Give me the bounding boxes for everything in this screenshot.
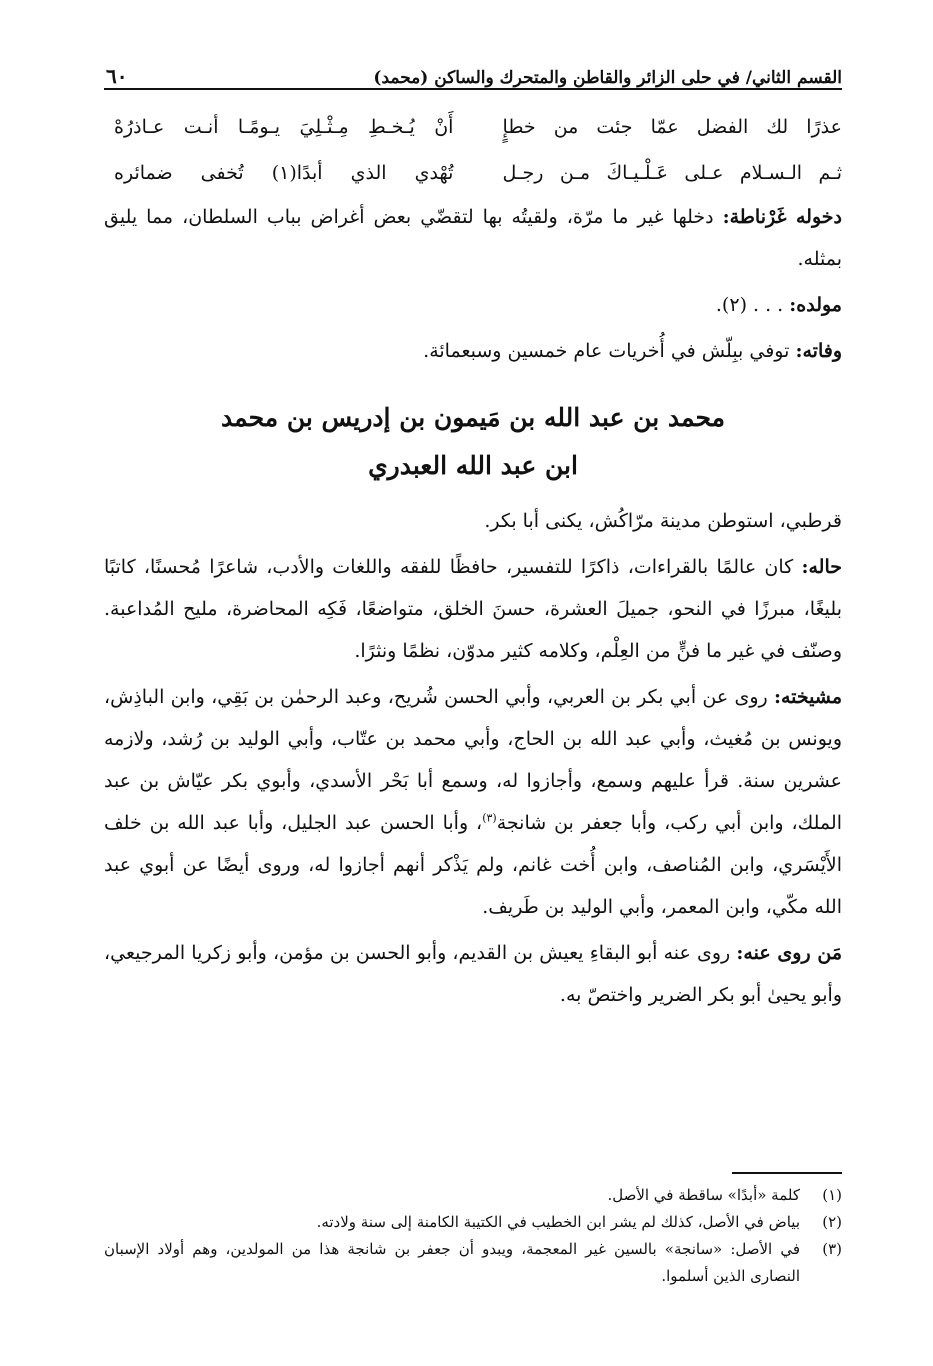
- paragraph-text: روى عنه أبو البقاءِ يعيش بن القديم، وأبو الحسن بن مؤمن، وأبو زكريا المرجيعي، وأبو يحيىٰ أبو بكر الضرير واختصّ به.: [104, 942, 842, 1006]
- students-paragraph: [104, 932, 842, 1016]
- heading-line: ابن عبد الله العبدري: [368, 451, 578, 480]
- intro-paragraph: [104, 500, 842, 542]
- paragraph-text: قرطبي، استوطن مدينة مرّاكُش، يكنى أبا بكر.: [484, 510, 842, 532]
- verse-first-hemistich: ثـم الـسـلام عـلى عَـلْـيـاكَ مـن رجـل: [502, 162, 842, 184]
- paragraph-text: روى عن أبي بكر بن العربي، وأبي الحسن شُريح، وعبد الرحمٰن بن بَقِي، وابن الباذِش، ويونس بن مُغيث، وأبي عبد الله بن الحاج، وأبي محمد بن عتّاب، وأبي الوليد بن رُشد، ولازمه عشرين سنة. قرأ عليهم وسمع، وأجازوا له، وسمع أبا بَحْر الأسدي، وأبوي بكر عيّاش بن عبد الملك، وابن أبي ركب، وأبا جعفر بن شانجة: [104, 686, 842, 834]
- paragraph-text: . . . (٢).: [715, 294, 784, 316]
- running-header: [104, 52, 842, 90]
- footnote-reference[interactable]: (٣): [482, 811, 497, 825]
- footnote-number: (٣): [822, 1240, 842, 1258]
- footnote-divider: [732, 1172, 842, 1174]
- state-paragraph: [104, 546, 842, 672]
- verse-second-hemistich: تُهْدي الذي أبدًا(١) تُخفى ضمائره: [114, 162, 454, 184]
- book-page: [104, 52, 842, 1332]
- footnote-number: (١): [822, 1186, 842, 1204]
- footnote-number: (٢): [822, 1213, 842, 1231]
- section-label: وفاته:: [795, 340, 842, 362]
- paragraph-text: دخلها غير ما مرّة، ولقيتُه بها لتقضّي بعض أغراض بباب السلطان، مما يليق بمثله.: [104, 206, 842, 270]
- footnotes: [104, 1172, 842, 1290]
- entry-granada-paragraph: [104, 196, 842, 280]
- biography-heading: [104, 394, 842, 490]
- verse-second-hemistich: أَنْ يُـخـطِ مِـثْـلِيَ يـومًـا أنـت عـاذرُهْ: [114, 116, 454, 138]
- page-number: ٦٠: [106, 64, 128, 88]
- section-label: حاله:: [801, 556, 842, 578]
- birth-paragraph: [104, 284, 842, 326]
- poem-verses: [104, 104, 842, 196]
- footnote-item: [104, 1236, 842, 1290]
- paragraph-text: توفي ببِلّش في أُخريات عام خمسين وسبعمائة.: [423, 340, 790, 362]
- footnote-item: [104, 1182, 842, 1209]
- teachers-paragraph: [104, 676, 842, 928]
- section-label: مولده:: [789, 294, 842, 316]
- verse-first-hemistich: عذرًا لك الفضل عمّا جئت من خطإٍ: [502, 116, 842, 138]
- section-label: مَن روى عنه:: [736, 942, 843, 964]
- footnote-text: كلمة «أبدًا» ساقطة في الأصل.: [607, 1186, 800, 1204]
- paragraph-text: ، وأبا الحسن عبد الجليل، وأبا عبد الله بن خلف الأَيْسَري، وابن المُناصف، وابن أُخت غانم، ولم يَذْكر أنهم أجازوا له، وروى أيضًا عن أبوي عبد الله مكّي، وابن المعمر، وأبي الوليد بن طَريف.: [104, 812, 842, 918]
- verse-line: [104, 150, 842, 196]
- heading-line: محمد بن عبد الله بن مَيمون بن إدريس بن محمد: [221, 403, 725, 432]
- verse-line: [104, 104, 842, 150]
- section-label: مشيخته:: [773, 686, 842, 708]
- paragraph-text: كان عالمًا بالقراءات، ذاكرًا للتفسير، حافظًا للفقه واللغات والأدب، شاعرًا مُحسنًا، كاتبًا بليغًا، مبرزًا في النحو، جميلَ العشرة، حسنَ الخلق، متواضعًا، فَكِه المحاضرة، مليح المُداعبة. وصنّف في غير ما فنٍّ من العِلْم، وكلامه كثير مدوّن، نظمًا ونثرًا.: [104, 556, 842, 662]
- running-title: القسم الثاني/ في حلى الزائر والقاطن والمتحرك والساكن (محمد): [373, 68, 842, 88]
- section-label: دخوله غَرْناطة:: [722, 206, 842, 228]
- footnote-text: في الأصل: «سانجة» بالسين غير المعجمة، ويبدو أن جعفر بن شانجة هذا من المولدين، وهم أولاد الإسبان النصارى الذين أسلموا.: [104, 1240, 800, 1285]
- footnote-item: [104, 1209, 842, 1236]
- death-paragraph: [104, 330, 842, 372]
- footnote-text: بياض في الأصل، كذلك لم يشر ابن الخطيب في الكتيبة الكامنة إلى سنة ولادته.: [316, 1213, 800, 1231]
